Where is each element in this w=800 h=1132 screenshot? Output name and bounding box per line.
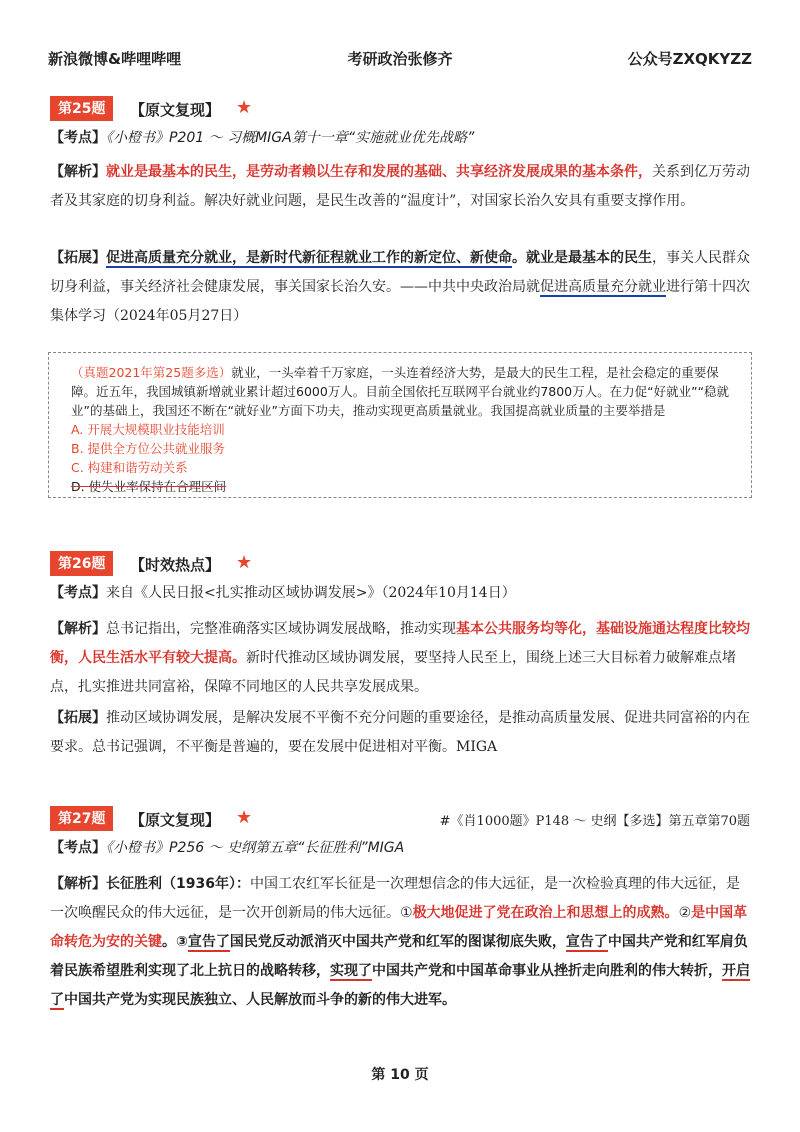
q27-jiexi: 【解析】长征胜利（1936年）：中国工农红军长征是一次理想信念的伟大远征，是一次检验真理的伟大远征，是一次唤醒民众的伟大远征，是一次开创新局的伟大远征。①极大地促进了党在政治上和思想上的成熟。②是中国革命转危为安的关键。③宣告了国民党反动派消灭中国共产党和红军的图谋彻底失败，宣告了中国共产党和红军肩负着民族希望胜利实现了北上抗日的战略转移，实现了中国共产党和中国革命事业从挫折走向胜利的伟大转折，开启了中国共产党为实现民族独立、人民解放而斗争的新的伟大进军。 (50, 876, 750, 1008)
question-number: 第25题 (50, 96, 113, 121)
question-26-header (50, 551, 750, 577)
question-tag: 【原文复现】 (130, 811, 221, 829)
exam-stem: 就业，一头牵着千万家庭，一头连着经济大势，是最大的民生工程，是社会稳定的重要保障。近五年，我国城镇新增就业累计超过6000万人。目前全国依托互联网平台就业约7800万人。在力促“好就业”“稳就业”的基础上，我国还不断在“就好业”方面下功夫，推动实现更高质量就业。我国提高就业质量的主要举措是 (71, 365, 730, 418)
q25-jiexi: 【解析】就业是最基本的民生，是劳动者赖以生存和发展的基础、共享经济发展成果的基本条件，关系到亿万劳动者及其家庭的切身利益。解决好就业问题，是民生改善的“温度计”，对国家长治久安具有重要支撑作用。 (50, 164, 750, 209)
q25-kaodian: 【考点】《小橙书》P201 ～ 习概MIGA第十一章“实施就业优先战略” (50, 130, 475, 146)
q26-jiexi: 【解析】总书记指出，完整准确落实区域协调发展战略，推动实现基本公共服务均等化，基础设施通达程度比较均衡，人民生活水平有较大提高。新时代推动区域协调发展，要坚持人民至上，围绕上述三大目标着力破解难点堵点，扎实推进共同富裕，保障不同地区的人民共享发展成果。 (50, 621, 750, 695)
option-d: D. 使失业率保持在合理区间 (71, 479, 227, 494)
star-icon: ★ (236, 552, 253, 573)
option-b: B. 提供全方位公共就业服务 (71, 441, 226, 456)
star-icon: ★ (236, 807, 253, 828)
question-25-header (50, 96, 750, 122)
question-27-header (50, 806, 750, 832)
option-a: A. 开展大规模职业技能培训 (71, 422, 225, 437)
question-tag: 【原文复现】 (130, 101, 221, 119)
question-number: 第26题 (50, 551, 113, 576)
q27-kaodian: 【考点】《小橙书》P256 ～ 史纲第五章“长征胜利”MIGA (50, 840, 405, 856)
q26-tuozhan: 【拓展】推动区域协调发展，是解决发展不平衡不充分问题的重要途径，是推动高质量发展、促进共同富裕的内在要求。总书记强调，不平衡是普遍的，要在发展中促进相对平衡。MIGA (50, 710, 750, 755)
page-header (48, 48, 752, 72)
option-c: C. 构建和谐劳动关系 (71, 460, 188, 475)
page-number: 第 10 页 (371, 1067, 429, 1083)
star-icon: ★ (236, 97, 253, 118)
question-number: 第27题 (50, 806, 113, 831)
header-left: 新浪微博&哔哩哔哩 (48, 50, 182, 68)
q25-tuozhan: 【拓展】促进高质量充分就业，是新时代新征程就业工作的新定位、新使命。就业是最基本的民生，事关人民群众切身利益，事关经济社会健康发展，事关国家长治久安。——中共中央政治局就促进高质量充分就业进行第十四次集体学习（2024年05月27日） (50, 250, 750, 324)
question-tag: 【时效热点】 (130, 556, 221, 574)
exam-source: （真题2021年第25题多选） (71, 365, 232, 380)
exam-question-box (48, 352, 752, 498)
header-center: 考研政治张修齐 (347, 50, 453, 68)
header-right: 公众号ZXQKYZZ (627, 50, 752, 68)
question-reference: #《肖1000题》P148 ～ 史纲【多选】第五章第70题 (439, 814, 750, 829)
q26-kaodian: 【考点】来自《人民日报<扎实推动区域协调发展>》（2024年10月14日） (50, 585, 516, 601)
